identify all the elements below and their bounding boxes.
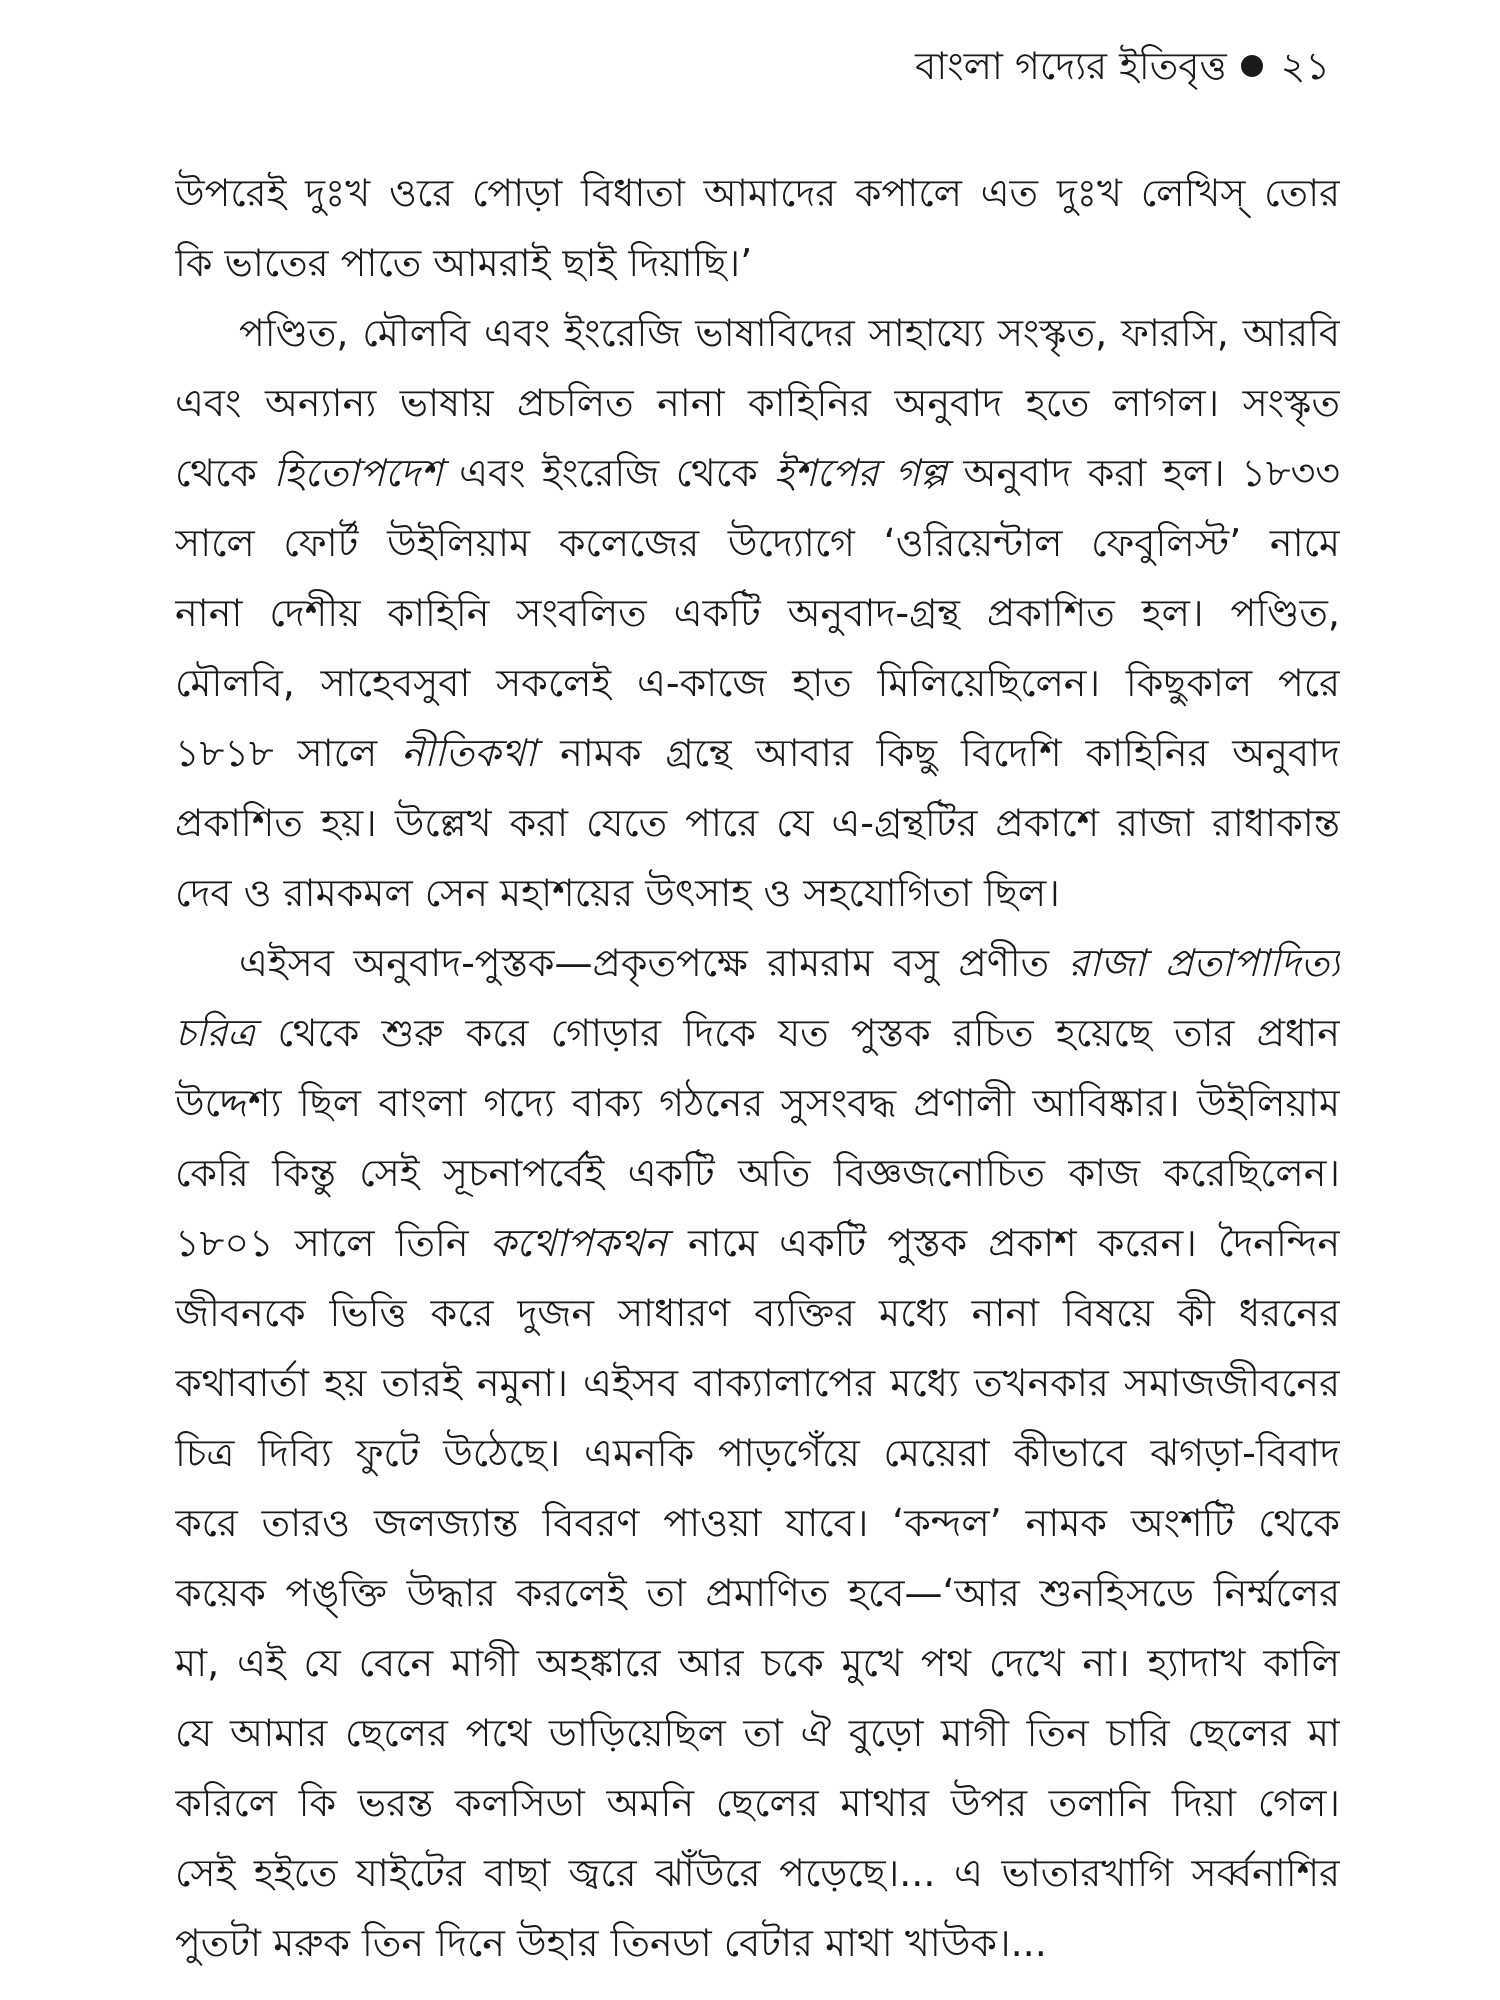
text-line	[175, 438, 1340, 508]
text-segment: পুতটা মরুক তিন দিনে উহার তিনডা বেটার মাথা খাউক।...	[175, 1921, 1047, 1965]
text-line	[175, 718, 1340, 788]
text-segment: কেরি কিন্তু সেই সূচনাপর্বেই একটি অতি বিজ্ঞজনোচিত কাজ করেছিলেন।	[175, 1151, 1340, 1195]
text-segment: কি ভাতের পাতে আমরাই ছাই দিয়াছি।’	[175, 241, 753, 285]
italic-title: হিতোপদেশ	[273, 451, 443, 495]
text-segment: করে তারও জলজ্যান্ত বিবরণ পাওয়া যাবে। ‘কন্দল’ নামক অংশটি থেকে	[175, 1501, 1340, 1545]
text-segment: উদ্দেশ্য ছিল বাংলা গদ্যে বাক্য গঠনের সুসংবদ্ধ প্রণালী আবিষ্কার। উইলিয়াম	[175, 1081, 1340, 1125]
text-line	[175, 298, 1340, 368]
text-line	[175, 1068, 1340, 1138]
running-header	[915, 38, 1330, 94]
italic-title: ইশপের গল্প	[774, 451, 947, 495]
text-segment: নানা দেশীয় কাহিনি সংবলিত একটি অনুবাদ-গ্রন্থ প্রকাশিত হল। পণ্ডিত,	[175, 591, 1340, 635]
text-line	[175, 578, 1340, 648]
text-segment: জীবনকে ভিত্তি করে দুজন সাধারণ ব্যক্তির মধ্যে নানা বিষয়ে কী ধরনের	[175, 1291, 1340, 1335]
text-segment: সালে ফোর্ট উইলিয়াম কলেজের উদ্যোগে ‘ওরিয়েন্টাল ফেবুলিস্ট’ নামে	[175, 521, 1340, 565]
text-segment: অনুবাদ করা হল। ১৮৩৩	[947, 451, 1340, 495]
text-segment: সেই হইতে যাইটের বাছা জ্বরে ঝাঁউরে পড়েছে।... এ ভাতারখাগি সর্ব্বনাশির	[175, 1851, 1340, 1895]
text-segment: যে আমার ছেলের পথে ডাড়িয়েছিল তা ঐ বুড়ো মাগী তিন চারি ছেলের মা	[175, 1711, 1340, 1755]
text-line	[175, 788, 1340, 858]
text-segment: ১৮১৮ সালে	[175, 731, 402, 775]
text-segment: কথাবার্তা হয় তারই নমুনা। এইসব বাক্যালাপের মধ্যে তখনকার সমাজজীবনের	[175, 1361, 1340, 1405]
italic-title: নীতিকথা	[401, 731, 537, 775]
text-line	[175, 858, 1340, 928]
text-line	[175, 1348, 1340, 1418]
text-line	[175, 1838, 1340, 1908]
text-line	[175, 158, 1340, 228]
text-line	[175, 1628, 1340, 1698]
text-segment: এইসব অনুবাদ-পুস্তক—প্রকৃতপক্ষে রামরাম বসু প্রণীত	[239, 941, 1069, 985]
text-line	[175, 508, 1340, 578]
text-segment: থেকে	[175, 451, 274, 495]
text-segment: এবং ইংরেজি থেকে	[442, 451, 775, 495]
text-segment: এবং অন্যান্য ভাষায় প্রচলিত নানা কাহিনির অনুবাদ হতে লাগল। সংস্কৃত	[175, 381, 1340, 425]
text-segment: মৌলবি, সাহেবসুবা সকলেই এ-কাজে হাত মিলিয়েছিলেন। কিছুকাল পরে	[175, 661, 1340, 705]
text-line	[175, 928, 1340, 998]
italic-title: কথোপকথন	[489, 1221, 667, 1265]
text-segment: নামে একটি পুস্তক প্রকাশ করেন। দৈনন্দিন	[666, 1221, 1340, 1265]
text-segment: ১৮০১ সালে তিনি	[175, 1221, 490, 1265]
italic-title: চরিত্র	[175, 1011, 256, 1055]
text-line	[175, 1138, 1340, 1208]
text-segment: নামক গ্রন্থে আবার কিছু বিদেশি কাহিনির অনুবাদ	[536, 731, 1340, 775]
text-line	[175, 1908, 1340, 1978]
text-line	[175, 1488, 1340, 1558]
text-segment: প্রকাশিত হয়। উল্লেখ করা যেতে পারে যে এ-গ্রন্থটির প্রকাশে রাজা রাধাকান্ত	[175, 801, 1340, 845]
bullet-icon	[1241, 55, 1263, 77]
text-line	[175, 1698, 1340, 1768]
text-segment: কয়েক পঙ্‌ক্তি উদ্ধার করলেই তা প্রমাণিত হবে—‘আর শুনহিসডে নির্ম্মলের	[175, 1571, 1340, 1615]
text-line	[175, 228, 1340, 298]
text-segment: চিত্র দিব্যি ফুটে উঠেছে। এমনকি পাড়গেঁয়ে মেয়েরা কীভাবে ঝগড়া-বিবাদ	[175, 1431, 1340, 1475]
running-header-title: বাংলা গদ্যের ইতিবৃত্ত	[915, 44, 1227, 88]
text-segment: করিলে কি ভরন্ত কলসিডা অমনি ছেলের মাথার উপর তলানি দিয়া গেল।	[175, 1781, 1340, 1825]
text-line	[175, 1418, 1340, 1488]
text-segment: পণ্ডিত, মৌলবি এবং ইংরেজি ভাষাবিদের সাহায্যে সংস্কৃত, ফারসি, আরবি	[239, 311, 1340, 355]
text-line	[175, 368, 1340, 438]
text-line	[175, 648, 1340, 718]
page-number: ২১	[1280, 44, 1330, 88]
text-segment: দেব ও রামকমল সেন মহাশয়ের উৎসাহ ও সহযোগিতা ছিল।	[175, 871, 1060, 915]
text-line	[175, 1278, 1340, 1348]
text-line	[175, 1558, 1340, 1628]
body-text	[175, 158, 1340, 1978]
text-line	[175, 998, 1340, 1068]
text-segment: মা, এই যে বেনে মাগী অহঙ্কারে আর চকে মুখে পথ দেখে না। হ্যাদাখ কালি	[175, 1641, 1340, 1685]
italic-title: রাজা প্রতাপাদিত্য	[1068, 941, 1340, 985]
text-segment: থেকে শুরু করে গোড়ার দিকে যত পুস্তক রচিত হয়েছে তার প্রধান	[255, 1011, 1340, 1055]
text-segment: উপরেই দুঃখ ওরে পোড়া বিধাতা আমাদের কপালে এত দুঃখ লেখিস্ তোর	[175, 171, 1340, 215]
text-line	[175, 1208, 1340, 1278]
text-line	[175, 1768, 1340, 1838]
